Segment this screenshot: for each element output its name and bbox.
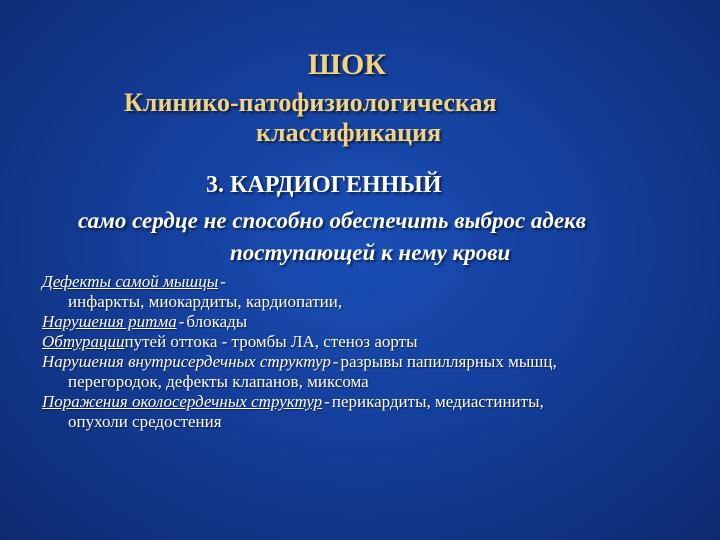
list-item [42, 392, 718, 432]
list-item-separator: - [178, 312, 185, 331]
list-item [42, 352, 718, 392]
list-item-separator: - [220, 272, 226, 291]
list-item [42, 312, 718, 332]
list-item-category: Нарушения ритма [42, 312, 177, 331]
list-item-separator: - [332, 352, 339, 371]
slide-title: ШОК [308, 48, 387, 81]
list-item-category: Обтурации [42, 332, 125, 351]
list-item-text: блокады [186, 312, 248, 331]
slide-subtitle-line-2: классификация [256, 118, 442, 147]
section-heading: 3. КАРДИОГЕННЫЙ [206, 172, 442, 198]
list-item-continuation: опухоли средостения [68, 412, 222, 431]
list-item-category: Дефекты самой мышцы [42, 272, 219, 291]
list-item-text: перикардиты, медиастиниты, [331, 392, 544, 411]
list-item [42, 272, 718, 312]
list-item-text: разрывы папиллярных мышц, [340, 352, 557, 371]
list-item-category: Нарушения внутрисердечных структур [42, 352, 331, 371]
list-item-text: путей оттока - тромбы ЛА, стеноз аорты [124, 332, 418, 351]
list-item-continuation: инфаркты, миокардиты, кардиопатии, [68, 292, 343, 311]
list-item-category: Поражения околосердечных структур [42, 392, 323, 411]
list-item [42, 332, 718, 352]
list-item-continuation: перегородок, дефекты клапанов, миксома [68, 372, 369, 391]
slide-subtitle-line-1: Клинико-патофизиологическая [124, 88, 497, 117]
list-item-separator: - [324, 392, 330, 411]
definition-line-2: поступающей к нему крови [230, 240, 511, 265]
cause-list [42, 272, 718, 432]
definition-line-1: само сердце не способно обеспечить выброс адекв [78, 208, 586, 233]
